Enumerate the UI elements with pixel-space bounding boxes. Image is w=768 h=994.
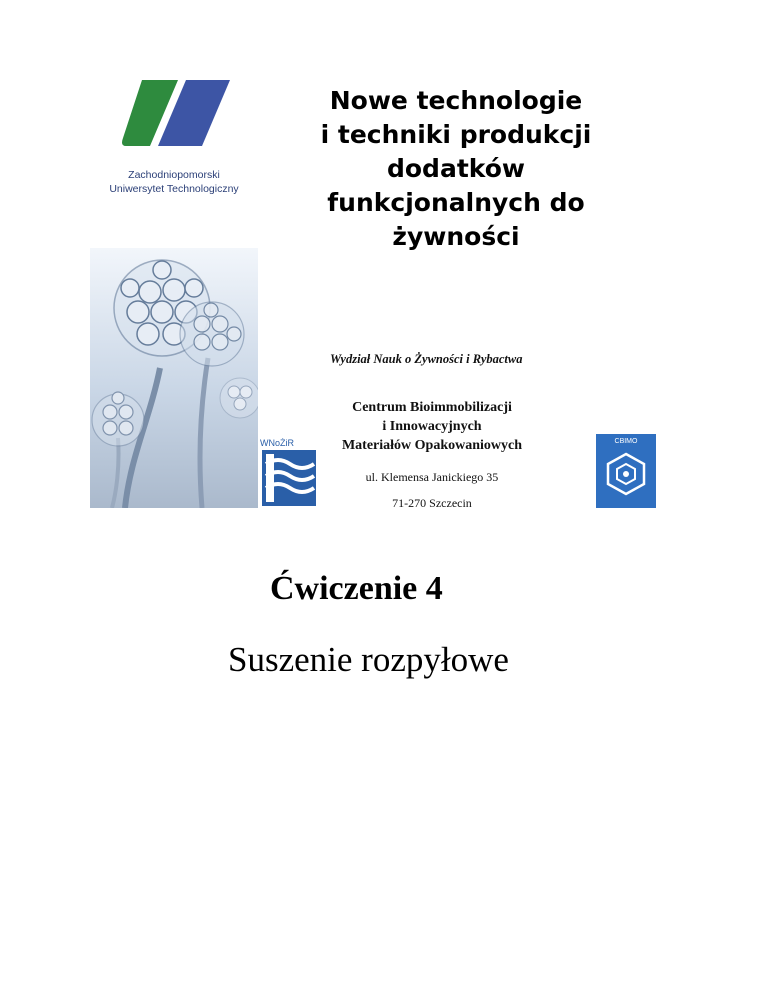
cbimo-logo [596,434,656,508]
centre-name-line: i Innowacyjnych [382,419,482,434]
centre-name-line: Centrum Bioimmobilizacji [352,400,512,415]
wnozir-logo [262,450,316,506]
faculty-name: Wydział Nauk o Żywności i Rybactwa [330,352,523,366]
cover-title-line: dodatków [386,154,525,183]
exercise-heading: Ćwiczenie 4 [270,570,443,607]
university-name-line2: Uniwersytet Technologiczny [109,183,239,195]
cover-title-line: żywności [392,222,520,251]
university-logo [120,80,230,158]
exercise-subheading: Suszenie rozpyłowe [228,640,509,679]
address-street: ul. Klemensa Janickiego 35 [365,470,499,484]
cover-title-line: funkcjonalnych do [327,188,585,217]
address-city: 71-270 Szczecin [392,496,472,508]
flower-photo [90,248,258,508]
address [322,464,542,508]
cbimo-label: CBIMO [614,438,638,445]
wnozir-label: WNoŻiR [260,438,294,448]
cover-title-line: Nowe technologie [329,86,583,115]
hexagon-icon [604,452,648,496]
centre-name [322,398,542,455]
university-name [90,168,258,196]
cover-image [90,76,658,508]
cover-title [286,84,626,254]
centre-name-line: Materiałów Opakowaniowych [341,438,523,453]
cover-title-line: i techniki produkcji [320,120,592,149]
university-name-line1: Zachodniopomorski [128,169,220,181]
